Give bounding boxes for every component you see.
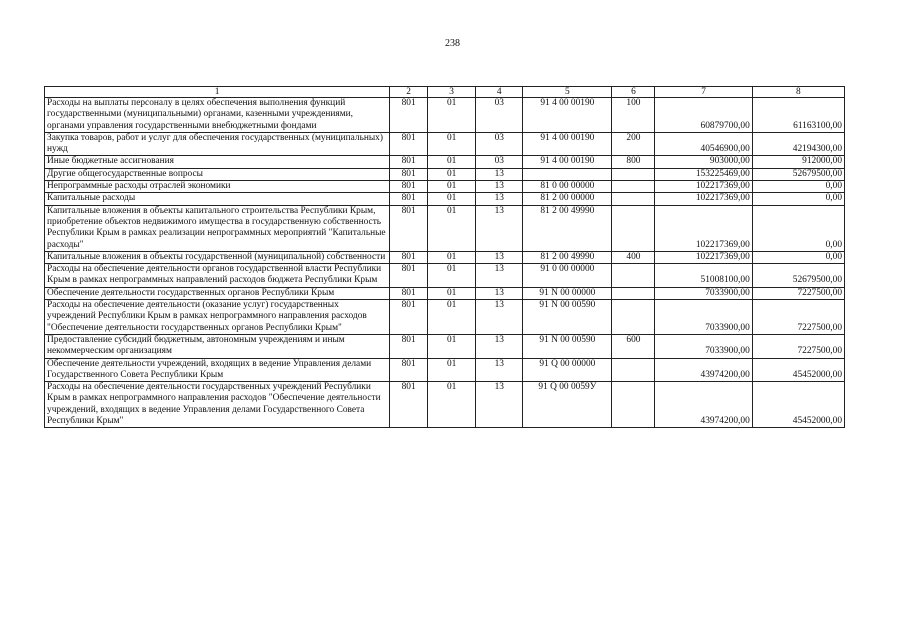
amount-year-2-cell: 7227500,00 — [752, 300, 844, 335]
table-row — [45, 334, 845, 358]
table-row — [45, 205, 845, 251]
table-row — [45, 382, 845, 428]
budget-table — [44, 86, 845, 428]
section-code-cell: 01 — [428, 156, 476, 168]
subsection-code-cell: 03 — [476, 132, 523, 156]
row-name-cell: Предоставление субсидий бюджетным, автономным учреждениям и иным некоммерческим организациям — [45, 334, 390, 358]
ministry-code-cell: 801 — [390, 251, 428, 263]
target-article-cell: 91 0 00 00000 — [523, 264, 612, 288]
subsection-code-cell: 13 — [476, 358, 523, 382]
subsection-code-cell: 13 — [476, 264, 523, 288]
expense-type-cell — [612, 264, 655, 288]
ministry-code-cell: 801 — [390, 168, 428, 180]
row-name-cell: Капитальные вложения в объекты капитального строительства Республики Крым, приобретение объектов недвижимого имущества в государственную собственность Республики Крым в рамках реализации непрограммных мероприятий "Капитальные расходы" — [45, 205, 390, 251]
amount-year-1-cell: 43974200,00 — [655, 358, 752, 382]
subsection-code-cell: 03 — [476, 156, 523, 168]
subsection-code-cell: 13 — [476, 205, 523, 251]
subsection-code-cell: 13 — [476, 251, 523, 263]
section-code-cell: 01 — [428, 334, 476, 358]
amount-year-1-cell: 51008100,00 — [655, 264, 752, 288]
amount-year-1-cell: 102217369,00 — [655, 205, 752, 251]
row-name-cell: Другие общегосударственные вопросы — [45, 168, 390, 180]
table-row — [45, 251, 845, 263]
column-header: 6 — [612, 87, 655, 98]
subsection-code-cell: 13 — [476, 300, 523, 335]
section-code-cell: 01 — [428, 98, 476, 133]
amount-year-1-cell: 7033900,00 — [655, 287, 752, 299]
row-name-cell: Капитальные вложения в объекты государственной (муниципальной) собственности — [45, 251, 390, 263]
section-code-cell: 01 — [428, 287, 476, 299]
table-row — [45, 168, 845, 180]
row-name-cell: Расходы на обеспечение деятельности (оказание услуг) государственных учреждений Республики Крым в рамках непрограммного направления расходов "Обеспечение деятельности государственных органов Республики Крым" — [45, 300, 390, 335]
table-row — [45, 193, 845, 205]
subsection-code-cell: 13 — [476, 334, 523, 358]
amount-year-2-cell: 45452000,00 — [752, 358, 844, 382]
section-code-cell: 01 — [428, 193, 476, 205]
expense-type-cell: 100 — [612, 98, 655, 133]
row-name-cell: Капитальные расходы — [45, 193, 390, 205]
row-name-cell: Обеспечение деятельности учреждений, входящих в ведение Управления делами Государственного Совета Республики Крым — [45, 358, 390, 382]
target-article-cell: 91 N 00 00000 — [523, 287, 612, 299]
section-code-cell: 01 — [428, 205, 476, 251]
subsection-code-cell: 13 — [476, 168, 523, 180]
section-code-cell: 01 — [428, 168, 476, 180]
amount-year-1-cell: 7033900,00 — [655, 334, 752, 358]
amount-year-1-cell: 60879700,00 — [655, 98, 752, 133]
amount-year-2-cell: 52679500,00 — [752, 264, 844, 288]
expense-type-cell — [612, 205, 655, 251]
table-row — [45, 181, 845, 193]
target-article-cell: 81 2 00 49990 — [523, 205, 612, 251]
expense-type-cell — [612, 193, 655, 205]
amount-year-2-cell: 0,00 — [752, 251, 844, 263]
amount-year-2-cell: 0,00 — [752, 205, 844, 251]
section-code-cell: 01 — [428, 132, 476, 156]
amount-year-1-cell: 153225469,00 — [655, 168, 752, 180]
ministry-code-cell: 801 — [390, 193, 428, 205]
page-number: 238 — [445, 38, 460, 49]
row-name-cell: Непрограммные расходы отраслей экономики — [45, 181, 390, 193]
amount-year-2-cell: 0,00 — [752, 193, 844, 205]
column-header: 2 — [390, 87, 428, 98]
target-article-cell: 91 4 00 00190 — [523, 132, 612, 156]
row-name-cell: Расходы на выплаты персоналу в целях обеспечения выполнения функций государственными (муниципальными) органами, казенными учреждениями, органами управления государственными внебюджетными фондами — [45, 98, 390, 133]
ministry-code-cell: 801 — [390, 358, 428, 382]
target-article-cell: 81 0 00 00000 — [523, 181, 612, 193]
section-code-cell: 01 — [428, 181, 476, 193]
subsection-code-cell: 13 — [476, 193, 523, 205]
subsection-code-cell: 03 — [476, 98, 523, 133]
expense-type-cell — [612, 287, 655, 299]
amount-year-1-cell: 102217369,00 — [655, 193, 752, 205]
expense-type-cell — [612, 181, 655, 193]
ministry-code-cell: 801 — [390, 382, 428, 428]
subsection-code-cell: 13 — [476, 382, 523, 428]
expense-type-cell — [612, 382, 655, 428]
row-name-cell: Иные бюджетные ассигнования — [45, 156, 390, 168]
target-article-cell: 91 N 00 00590 — [523, 300, 612, 335]
target-article-cell — [523, 168, 612, 180]
table-row — [45, 98, 845, 133]
table-row — [45, 156, 845, 168]
row-name-cell: Обеспечение деятельности государственных органов Республики Крым — [45, 287, 390, 299]
expense-type-cell: 200 — [612, 132, 655, 156]
target-article-cell: 91 Q 00 0059У — [523, 382, 612, 428]
amount-year-1-cell: 43974200,00 — [655, 382, 752, 428]
row-name-cell: Расходы на обеспечение деятельности государственных учреждений Республики Крым в рамках непрограммного направления расходов "Обеспечение деятельности учреждений, входящих в ведение Управления делами Государственного Совета Республики Крым" — [45, 382, 390, 428]
amount-year-2-cell: 912000,00 — [752, 156, 844, 168]
column-header: 8 — [752, 87, 844, 98]
column-header: 5 — [523, 87, 612, 98]
section-code-cell: 01 — [428, 358, 476, 382]
ministry-code-cell: 801 — [390, 264, 428, 288]
column-header: 7 — [655, 87, 752, 98]
column-header: 4 — [476, 87, 523, 98]
section-code-cell: 01 — [428, 264, 476, 288]
table-row — [45, 358, 845, 382]
amount-year-2-cell: 7227500,00 — [752, 287, 844, 299]
table-row — [45, 287, 845, 299]
row-name-cell: Расходы на обеспечение деятельности органов государственной власти Республики Крым в рамках непрограммных направлений расходов бюджета Республики Крым — [45, 264, 390, 288]
ministry-code-cell: 801 — [390, 300, 428, 335]
amount-year-2-cell: 0,00 — [752, 181, 844, 193]
subsection-code-cell: 13 — [476, 181, 523, 193]
ministry-code-cell: 801 — [390, 334, 428, 358]
target-article-cell: 91 4 00 00190 — [523, 156, 612, 168]
target-article-cell: 91 Q 00 00000 — [523, 358, 612, 382]
amount-year-2-cell: 45452000,00 — [752, 382, 844, 428]
expense-type-cell — [612, 300, 655, 335]
ministry-code-cell: 801 — [390, 156, 428, 168]
target-article-cell: 81 2 00 00000 — [523, 193, 612, 205]
amount-year-1-cell: 903000,00 — [655, 156, 752, 168]
section-code-cell: 01 — [428, 382, 476, 428]
expense-type-cell: 600 — [612, 334, 655, 358]
expense-type-cell: 400 — [612, 251, 655, 263]
expense-type-cell — [612, 168, 655, 180]
table-header-row — [45, 87, 845, 98]
amount-year-2-cell: 7227500,00 — [752, 334, 844, 358]
table-row — [45, 132, 845, 156]
table-row — [45, 264, 845, 288]
amount-year-2-cell: 61163100,00 — [752, 98, 844, 133]
target-article-cell: 81 2 00 49990 — [523, 251, 612, 263]
subsection-code-cell: 13 — [476, 287, 523, 299]
amount-year-1-cell: 102217369,00 — [655, 181, 752, 193]
ministry-code-cell: 801 — [390, 132, 428, 156]
expense-type-cell: 800 — [612, 156, 655, 168]
target-article-cell: 91 4 00 00190 — [523, 98, 612, 133]
column-header: 1 — [45, 87, 390, 98]
ministry-code-cell: 801 — [390, 181, 428, 193]
amount-year-1-cell: 7033900,00 — [655, 300, 752, 335]
section-code-cell: 01 — [428, 300, 476, 335]
section-code-cell: 01 — [428, 251, 476, 263]
table-row — [45, 300, 845, 335]
amount-year-2-cell: 52679500,00 — [752, 168, 844, 180]
amount-year-1-cell: 102217369,00 — [655, 251, 752, 263]
amount-year-2-cell: 42194300,00 — [752, 132, 844, 156]
ministry-code-cell: 801 — [390, 205, 428, 251]
amount-year-1-cell: 40546900,00 — [655, 132, 752, 156]
expense-type-cell — [612, 358, 655, 382]
ministry-code-cell: 801 — [390, 98, 428, 133]
row-name-cell: Закупка товаров, работ и услуг для обеспечения государственных (муниципальных) нужд — [45, 132, 390, 156]
target-article-cell: 91 N 00 00590 — [523, 334, 612, 358]
ministry-code-cell: 801 — [390, 287, 428, 299]
column-header: 3 — [428, 87, 476, 98]
